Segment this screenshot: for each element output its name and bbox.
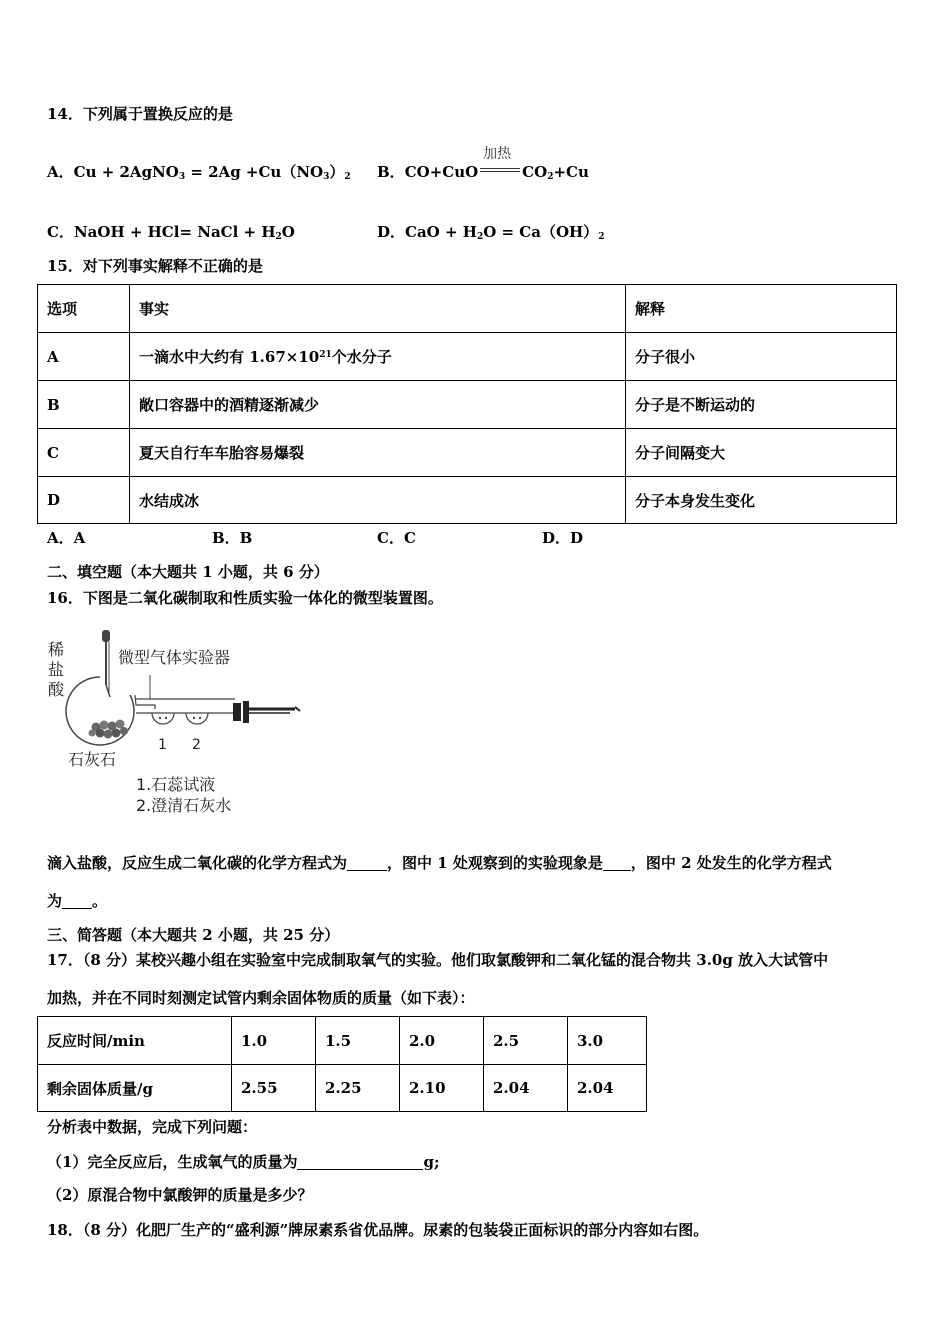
q17-sub-2: （2）原混合物中氯酸钾的质量是多少？ xyxy=(47,1186,313,1204)
q14-title: 14．下列属于置换反应的是 xyxy=(47,105,233,123)
q16-title: 16．下图是二氧化碳制取和性质实验一体化的微型装置图。 xyxy=(47,589,443,607)
q14-option-a: A．Cu + 2AgNO$_3$ = $2Ag +Cu(NO_3)_2$ xyxy=(47,163,351,182)
answer-blank[interactable] xyxy=(62,894,92,909)
section-3-heading: 三、简答题（本大题共 2 小题，共 25 分） xyxy=(47,926,340,944)
reaction-condition: 加热 xyxy=(483,146,512,162)
dropper-bulb xyxy=(102,630,110,642)
reaction-arrow xyxy=(480,146,520,178)
stopper xyxy=(233,703,241,721)
q15-choice-d: D．D xyxy=(542,529,584,547)
fig-legend-2: 2.澄清石灰水 xyxy=(136,796,232,815)
table-row: A 一滴水中大约有 $1.67\times 10^{21}$个水分子 分子很小 xyxy=(38,333,897,381)
answer-blank[interactable] xyxy=(297,1155,423,1170)
table-row: C 夏天自行车车胎容易爆裂 分子间隔变大 xyxy=(38,429,897,477)
table-row: 选项 事实 解释 xyxy=(38,285,897,333)
q14-option-d: D．CaO + $H_2O = Ca(OH)_2$ xyxy=(377,223,605,242)
fig-label-1: 1 xyxy=(158,737,167,753)
q15-choice-a: A．A xyxy=(47,529,86,547)
table-row: B 敞口容器中的酒精逐渐减少 分子是不断运动的 xyxy=(38,381,897,429)
table-row: 反应时间/min 1.0 1.5 2.0 2.5 3.0 xyxy=(38,1017,647,1065)
q17-line-2: 加热，并在不同时刻测定试管内剩余固体物质的质量（如下表）： xyxy=(47,989,475,1007)
apparatus-figure xyxy=(40,625,310,820)
table-row: D 水结成冰 分子本身发生变化 xyxy=(38,477,897,524)
fig-label-acid: 稀 盐 酸 xyxy=(48,640,65,699)
q14-option-b: B．CO+CuO 加热 $CO_2+Cu$ xyxy=(377,161,589,182)
q15-table xyxy=(37,284,897,524)
fig-label-2: 2 xyxy=(192,737,201,753)
q18-line: 18．（8 分）化肥厂生产的“盛利源”牌尿素系省优品牌。尿素的包装袋正面标识的部分内容如右图。 xyxy=(47,1221,709,1239)
q15-choice-c: C．C xyxy=(377,529,416,547)
q17-line-1: 17．（8 分）某校兴趣小组在实验室中完成制取氧气的实验。他们取氯酸钾和二氧化锰的混合物共 3.0g 放入大试管中 xyxy=(47,951,829,969)
section-2-heading: 二、填空题（本大题共 1 小题，共 6 分） xyxy=(47,563,329,581)
well-2 xyxy=(186,713,208,724)
well-1 xyxy=(152,713,174,724)
q17-table xyxy=(37,1016,647,1112)
fig-label-limestone: 石灰石 xyxy=(68,750,117,769)
fig-legend-1: 1.石蕊试液 xyxy=(136,775,216,794)
q17-sub-1: （1）完全反应后，生成氧气的质量为 g; xyxy=(47,1153,440,1171)
table-row: 剩余固体质量/g 2.55 2.25 2.10 2.04 2.04 xyxy=(38,1065,647,1112)
q15-title: 15．对下列事实解释不正确的是 xyxy=(47,257,263,275)
answer-blank[interactable] xyxy=(603,856,631,871)
fig-label-device: 微型气体实验器 xyxy=(118,648,231,667)
q14-option-c: C．NaOH + HCl= NaCl + $H_2O$ xyxy=(47,223,295,242)
q16-question: 滴入盐酸，反应生成二氧化碳的化学方程式为 ，图中 1 处观察到的实验现象是 ，图中 2 处发生的化学方程式 xyxy=(47,854,832,872)
answer-blank[interactable] xyxy=(347,856,387,871)
q15-choice-b: B．B xyxy=(212,529,253,547)
q16-question-cont: 为 。 xyxy=(47,892,108,910)
q17-analyze: 分析表中数据，完成下列问题： xyxy=(47,1118,258,1136)
